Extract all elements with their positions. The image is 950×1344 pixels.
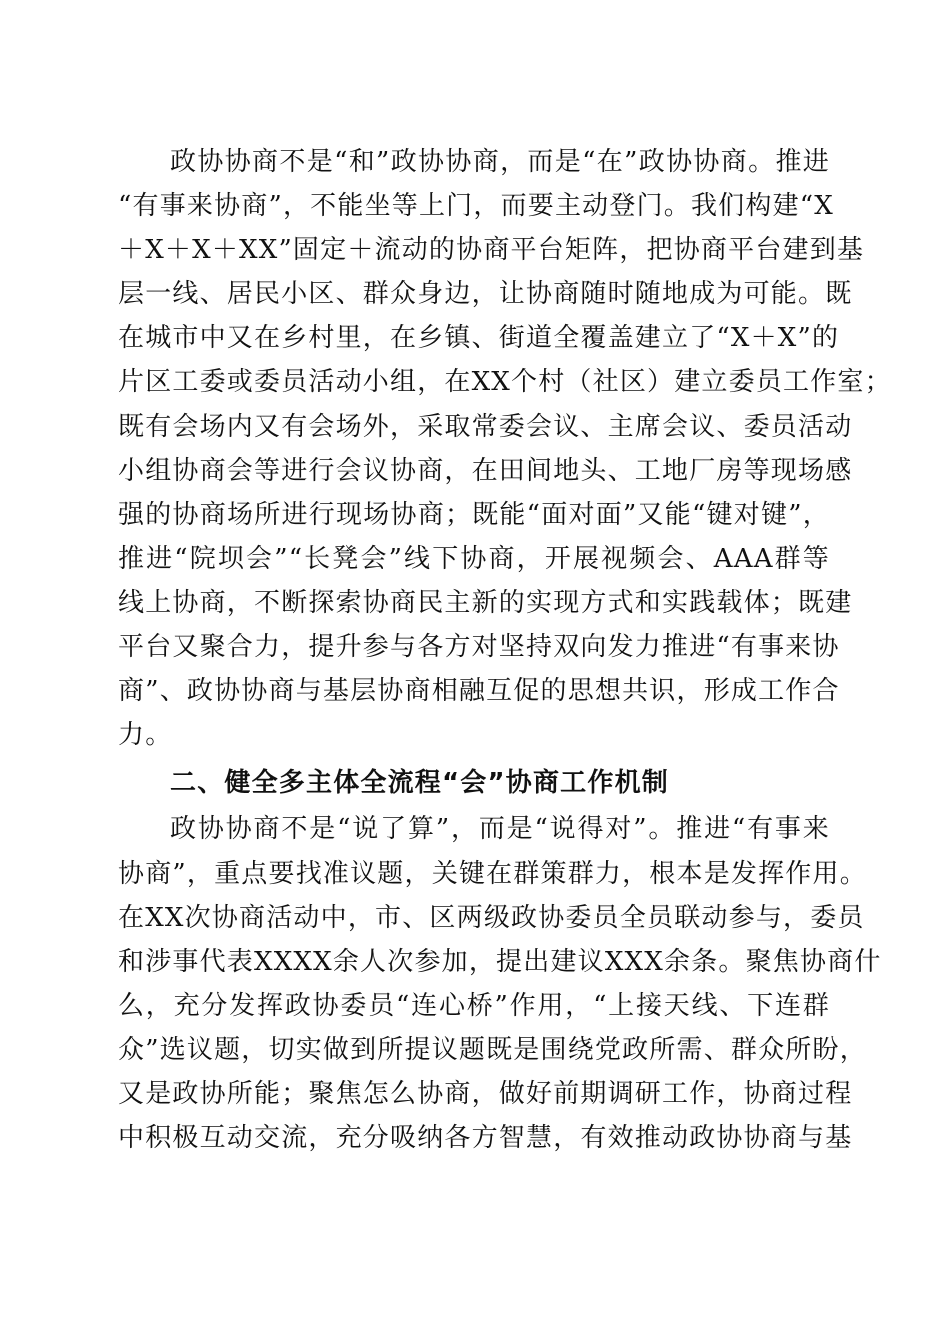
text-line: 么，充分发挥政协委员“连心桥”作用，“上接天线、下连群: [118, 990, 830, 1021]
text-line: 众”选议题，切实做到所提议题既是围绕党政所需、群众所盼，: [118, 1034, 867, 1065]
text-line: 和涉事代表XXXX余人次参加，提出建议XXX余条。聚焦协商什: [118, 946, 882, 977]
text-line: 推进“院坝会”“长凳会”线下协商，开展视频会、AAA群等: [118, 543, 830, 574]
text-line: 商”、政协协商与基层协商相融互促的思想共识，形成工作合: [118, 676, 840, 707]
text-line: “有事来协商”，不能坐等上门，而要主动登门。我们构建“X: [118, 191, 834, 222]
text-line: 力。: [118, 720, 173, 751]
text-line: 强的协商场所进行现场协商；既能“面对面”又能“键对键”，: [118, 499, 830, 530]
text-line: 协商”，重点要找准议题，关键在群策群力，根本是发挥作用。: [118, 858, 867, 889]
text-line: 层一线、居民小区、群众身边，让协商随时随地成为可能。既: [118, 279, 853, 310]
section-heading: 二、健全多主体全流程“会”协商工作机制: [170, 768, 669, 799]
text-line: 政协协商不是“和”政协协商，而是“在”政协协商。推进: [170, 147, 830, 177]
text-line: 平台又聚合力，提升参与各方对坚持双向发力推进“有事来协: [118, 632, 840, 663]
text-line: ＋X＋X＋XX”固定＋流动的协商平台矩阵，把协商平台建到基: [118, 235, 865, 266]
text-line: 线上协商，不断探索协商民主新的实现方式和实践载体；既建: [118, 587, 853, 618]
text-line: 既有会场内又有会场外，采取常委会议、主席会议、委员活动: [118, 411, 853, 442]
text-line: 又是政协所能；聚焦怎么协商，做好前期调研工作，协商过程: [118, 1078, 853, 1109]
text-line: 政协协商不是“说了算”，而是“说得对”。推进“有事来: [170, 814, 830, 845]
text-line: 在XX次协商活动中，市、区两级政协委员全员联动参与，委员: [118, 902, 865, 933]
text-line: 片区工委或委员活动小组，在XX个村（社区）建立委员工作室；: [118, 367, 892, 398]
paragraph-2: [118, 807, 882, 1160]
text-line: 在城市中又在乡村里，在乡镇、街道全覆盖建立了“X＋X”的: [118, 323, 840, 354]
text-line: 小组协商会等进行会议协商，在田间地头、工地厂房等现场感: [118, 455, 853, 486]
paragraph-1: [118, 140, 892, 757]
text-line: 中积极互动交流，充分吸纳各方智慧，有效推动政协协商与基: [118, 1123, 853, 1154]
document-body: [118, 140, 892, 1160]
